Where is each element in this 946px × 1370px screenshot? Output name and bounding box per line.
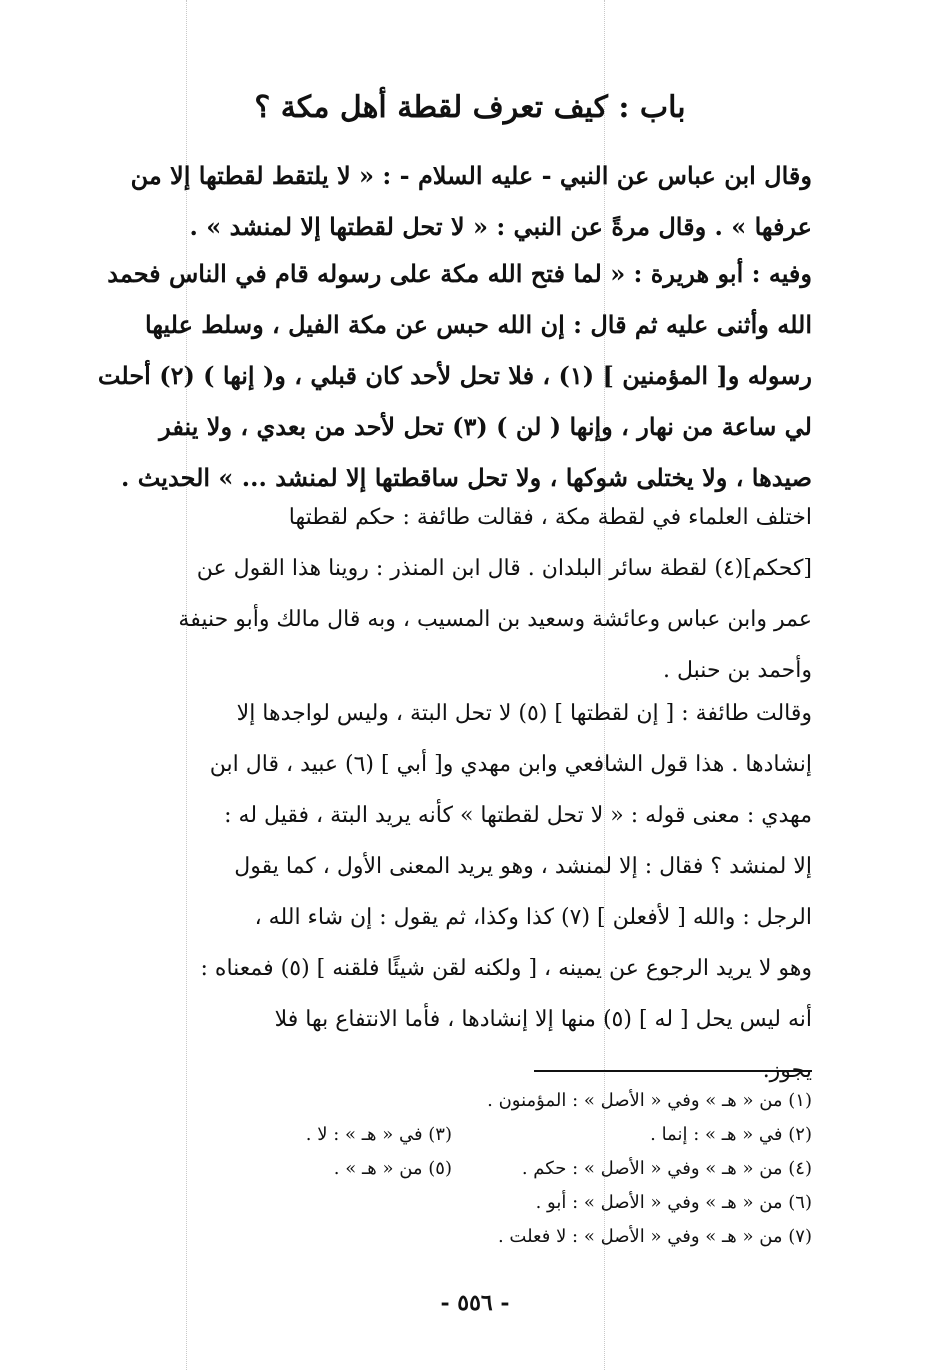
- footnote-row: [200, 1220, 812, 1254]
- text-line: أنه ليس يحل [ له ] (٥) منها إلا إنشادها ، فأما الانتفاع بها فلا: [274, 1007, 812, 1032]
- footnote-separator: [534, 1070, 812, 1072]
- chapter-title: باب : كيف تعرف لقطة أهل مكة ؟: [254, 90, 686, 125]
- paragraph-hadith-ibn-abbas: [128, 150, 812, 252]
- footnote-3: (٣) في « هـ » : لا .: [305, 1124, 452, 1145]
- footnote-6: (٦) من « هـ » وفي « الأصل » : أبو .: [535, 1192, 812, 1213]
- footnote-row: [200, 1152, 812, 1186]
- footnote-row: [200, 1186, 812, 1220]
- text-line: يجوز.: [762, 1058, 812, 1083]
- footnote-5: (٥) من « هـ » .: [333, 1158, 452, 1179]
- text-line: الله وأثنى عليه ثم قال : إن الله حبس عن مكة الفيل ، وسلط عليها: [145, 310, 812, 339]
- paragraph-hadith-abu-hurayra: [97, 248, 812, 503]
- text-line: عرفها » . وقال مرةً عن النبي : « لا تحل لقطتها إلا لمنشد » .: [189, 212, 812, 241]
- footnote-row: [200, 1084, 812, 1118]
- text-line: صيدها ، ولا يختلى شوكها ، ولا تحل ساقطتها إلا لمنشد ... » الحديث .: [121, 463, 812, 492]
- text-line: إنشادها . هذا قول الشافعي وابن مهدي و[ أبي ] (٦) عبيد ، قال ابن: [209, 752, 812, 777]
- text-line: مهدي : معنى قوله : « لا تحل لقطتها » كأنه يريد البتة ، فقيل له :: [224, 803, 812, 828]
- text-line: [كحكم](٤) لقطة سائر البلدان . قال ابن المنذر : روينا هذا القول عن: [196, 556, 812, 581]
- footnote-4: (٤) من « هـ » وفي « الأصل » : حكم .: [521, 1158, 812, 1179]
- footnote-7: (٧) من « هـ » وفي « الأصل » : لا فعلت .: [497, 1226, 812, 1247]
- paragraph-second-opinion: [128, 688, 812, 1096]
- page-number: - ٥٥٦ -: [440, 1290, 510, 1316]
- text-line: وأحمد بن حنبل .: [663, 658, 812, 683]
- text-line: وفيه : أبو هريرة : « لما فتح الله مكة على رسوله قام في الناس فحمد: [107, 259, 812, 288]
- text-line: الرجل : والله [ لأفعلن ] (٧) كذا وكذا، ثم يقول : إن شاء الله ،: [254, 905, 812, 930]
- footnote-1: (١) من « هـ » وفي « الأصل » : المؤمنون .: [487, 1090, 812, 1111]
- text-line: وقالت طائفة : [ إن لقطتها ] (٥) لا تحل البتة ، وليس لواجدها إلا: [236, 701, 812, 726]
- text-line: وقال ابن عباس عن النبي - عليه السلام - : « لا يلتقط لقطتها إلا من: [130, 161, 812, 190]
- text-line: إلا لمنشد ؟ فقال : إلا لمنشد ، وهو يريد المعنى الأول ، كما يقول: [234, 854, 812, 879]
- footnotes: [200, 1084, 812, 1254]
- footnote-2: (٢) في « هـ » : إنما .: [650, 1124, 812, 1145]
- footnote-row: [200, 1118, 812, 1152]
- paragraph-scholars-opinion: [128, 492, 812, 696]
- text-line: لي ساعة من نهار ، وإنها ( لن ) (٣) تحل لأحد من بعدي ، ولا ينفر: [159, 412, 812, 441]
- text-line: وهو لا يريد الرجوع عن يمينه ، [ ولكنه لقن شيئًا فلقنه ] (٥) فمعناه :: [200, 956, 812, 981]
- text-line: عمر وابن عباس وعائشة وسعيد بن المسيب ، وبه قال مالك وأبو حنيفة: [178, 607, 812, 632]
- text-line: رسوله و[ المؤمنين ] (١) ، فلا تحل لأحد كان قبلي ، و( إنها ) (٢) أحلت: [97, 361, 812, 390]
- text-line: اختلف العلماء في لقطة مكة ، فقالت طائفة : حكم لقطتها: [288, 505, 812, 530]
